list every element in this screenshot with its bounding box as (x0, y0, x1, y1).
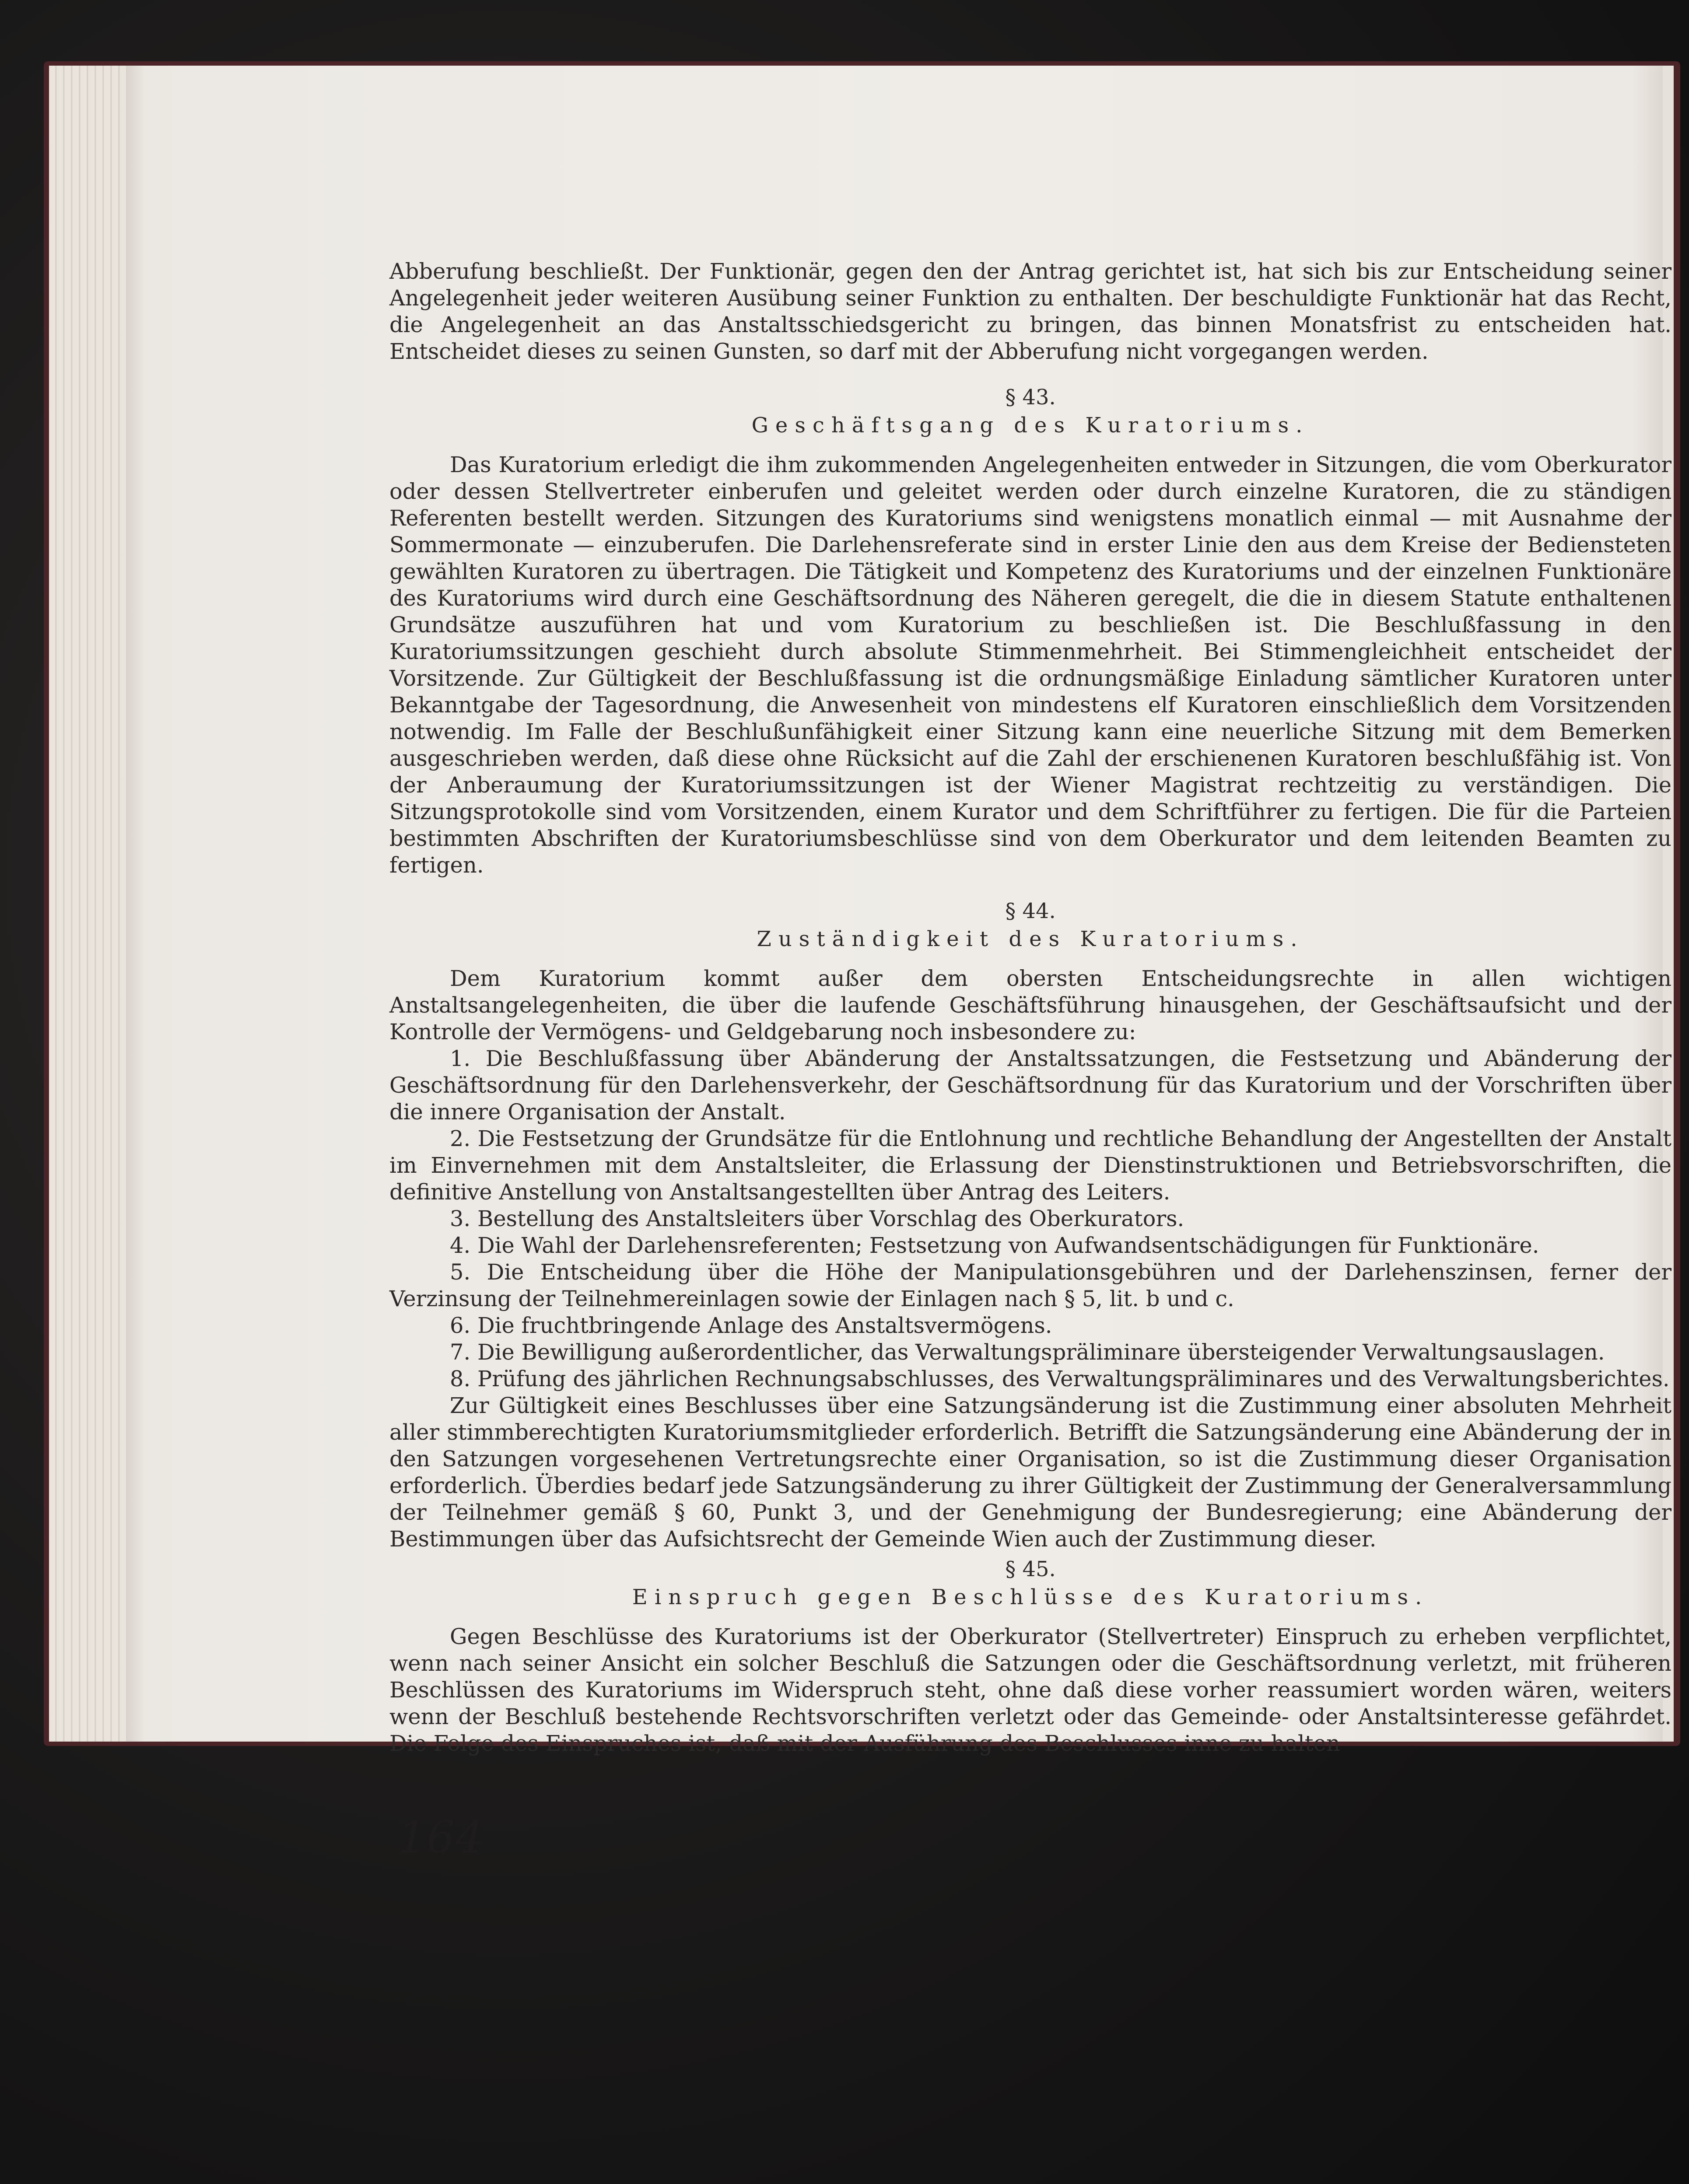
section-title: Zuständigkeit des Kuratoriums. (757, 927, 1304, 951)
list-item: 6. Die fruchtbringende Anlage des Anstaltsvermögens. (450, 1313, 1052, 1338)
list-item: 7. Die Bewilligung außerordentlicher, das Verwaltungspräliminare übersteigender Verwaltungsauslagen. (450, 1339, 1605, 1365)
text-block (389, 258, 1671, 1757)
paragraph: Abberufung beschließt. Der Funktionär, gegen den der Antrag gerichtet ist, hat sich bis zur Entscheidung seiner Angelegenheit jeder weiteren Ausübung seiner Funktion zu enthalten. Der beschuldigte Funktionär hat das Recht, die Angelegenheit an das Anstaltsschiedsgericht zu bringen, das binnen Monatsfrist zu entscheiden hat. Entscheidet dieses zu seinen Gunsten, so darf mit der Abberufung nicht vorgegangen werden. (389, 259, 1671, 364)
page-number: 164 (398, 1812, 484, 1863)
section-number: § 44. (1005, 899, 1056, 923)
section-44 (389, 898, 1671, 1553)
paragraph: Zur Gültigkeit eines Beschlusses über eine Satzungsänderung ist die Zustimmung einer absoluten Mehrheit aller stimmberechtigten Kuratoriumsmitglieder erforderlich. Betrifft die Satzungsänderung eine Abänderung der in den Satzungen vorgesehenen Vertretungsrechte einer Organisation, so ist die Zustimmung dieser Organisation erforderlich. Überdies bedarf jede Satzungsänderung zu ihrer Gültigkeit der Zustimmung der Generalversammlung der Teilnehmer gemäß § 60, Punkt 3, und der Genehmigung der Bundesregierung; eine Abänderung der Bestimmungen über das Aufsichtsrecht der Gemeinde Wien auch der Zustimmung dieser. (389, 1393, 1671, 1552)
section-title: Geschäftsgang des Kuratoriums. (751, 413, 1310, 438)
section-number: § 45. (1005, 1557, 1056, 1581)
list-item: 5. Die Entscheidung über die Höhe der Manipulationsgebühren und der Darlehenszinsen, ferner der Verzinsung der Teilnehmereinlagen sowie der Einlagen nach § 5, lit. b und c. (389, 1259, 1671, 1311)
list-item: 3. Bestellung des Anstaltsleiters über Vorschlag des Oberkurators. (450, 1206, 1184, 1231)
paragraph: Das Kuratorium erledigt die ihm zukommenden Angelegenheiten entweder in Sitzungen, die vom Oberkurator oder dessen Stellvertreter einberufen und geleitet werden oder durch einzelne Kuratoren, die zu ständigen Referenten bestellt werden. Sitzungen des Kuratoriums sind wenigstens monatlich einmal — mit Ausnahme der Sommermonate — einzuberufen. Die Darlehensreferate sind in erster Linie den aus dem Kreise der Bediensteten gewählten Kuratoren zu übertragen. Die Tätigkeit und Kompetenz des Kuratoriums und der einzelnen Funktionäre des Kuratoriums wird durch eine Geschäftsordnung des Näheren geregelt, die die in diesem Statute enthaltenen Grundsätze auszuführen hat und vom Kuratorium zu beschließen ist. Die Beschlußfassung in den Kuratoriumssitzungen geschieht durch absolute Stimmenmehrheit. Bei Stimmengleichheit entscheidet der Vorsitzende. Zur Gültigkeit der Beschlußfassung ist die ordnungsmäßige Einladung sämtlicher Kuratoren unter Bekanntgabe der Tagesordnung, die Anwesenheit von mindestens elf Kuratoren einschließlich dem Vorsitzenden notwendig. Im Falle der Beschlußunfähigkeit einer Sitzung kann eine neuerliche Sitzung mit dem Bemerken ausgeschrieben werden, daß diese ohne Rücksicht auf die Zahl der erschienenen Kuratoren beschlußfähig ist. Von der Anberaumung der Kuratoriumssitzungen ist der Wiener Magistrat rechtzeitig zu verständigen. Die Sitzungsprotokolle sind vom Vorsitzenden, einem Kurator und dem Schriftführer zu fertigen. Die für die Parteien bestimmten Abschriften der Kuratoriumsbeschlüsse sind von dem Oberkurator und dem leitenden Beamten zu fertigen. (389, 452, 1671, 878)
section-45 (389, 1556, 1671, 1757)
list-item: 1. Die Beschlußfassung über Abänderung der Anstaltssatzungen, die Festsetzung und Abänderung der Geschäftsordnung für den Darlehensverkehr, der Geschäftsordnung für das Kuratorium und der Vorschriften über die innere Organisation der Anstalt. (389, 1046, 1671, 1125)
list-item: 4. Die Wahl der Darlehensreferenten; Festsetzung von Aufwandsentschädigungen für Funktionäre. (450, 1233, 1539, 1258)
list-item: 8. Prüfung des jährlichen Rechnungsabschlusses, des Verwaltungspräliminares und des Verwaltungsberichtes. (450, 1366, 1670, 1392)
section-title: Einspruch gegen Beschlüsse des Kuratoriums. (632, 1585, 1429, 1609)
paragraph: Gegen Beschlüsse des Kuratoriums ist der Oberkurator (Stellvertreter) Einspruch zu erheben verpflichtet, wenn nach seiner Ansicht ein solcher Beschluß die Satzungen oder die Geschäftsordnung verletzt, mit früheren Beschlüssen des Kuratoriums im Widerspruch steht, ohne daß diese vorher reassumiert worden wären, weiters wenn der Beschluß bestehende Rechtsvorschriften verletzt oder das Gemeinde- oder Anstaltsinteresse gefährdet. Die Folge des Einspruches ist, daß mit der Ausführung des Beschlusses inne zu halten (389, 1624, 1671, 1756)
section-number: § 43. (1005, 385, 1056, 410)
list-item: 2. Die Festsetzung der Grundsätze für die Entlohnung und rechtliche Behandlung der Angestellten der Anstalt im Einvernehmen mit dem Anstaltsleiter, die Erlassung der Dienstinstruktionen und Betriebsvorschriften, die definitive Anstellung von Anstaltsangestellten über Antrag des Leiters. (389, 1126, 1671, 1205)
section-43 (389, 384, 1671, 879)
paragraph: Dem Kuratorium kommt außer dem obersten Entscheidungsrechte in allen wichtigen Anstaltsangelegenheiten, die über die laufende Geschäftsführung hinausgehen, der Geschäftsaufsicht und der Kontrolle der Vermögens- und Geldgebarung noch insbesondere zu: (389, 966, 1671, 1045)
book-page (127, 66, 1671, 1863)
